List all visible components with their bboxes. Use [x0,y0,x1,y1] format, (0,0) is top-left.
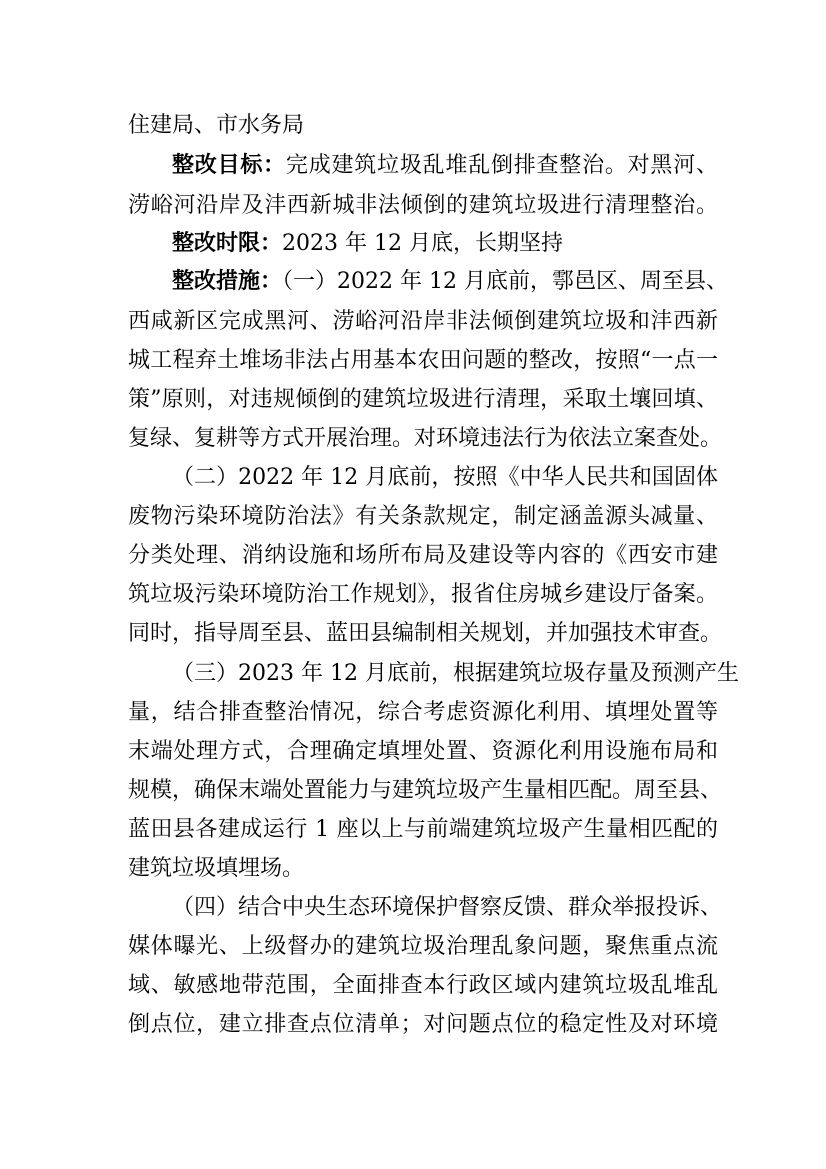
measures-p3-line-5: 蓝田县各建成运行 1 座以上与前端建筑垃圾产生量相匹配的 [128,817,718,842]
measures-p2-line-1: （二）2022 年 12 月底前，按照《中华人民共和国固体 [172,465,718,490]
measures-p3-line-6: 建筑垃圾填埋场。 [128,856,305,881]
measures-p2-line-3: 分类处理、消纳设施和场所布局及建设等内容的《西安市建 [128,543,718,568]
measures-p4-line-1: （四）结合中央生态环境保护督察反馈、群众举报投诉、 [172,895,723,920]
deadline-label: 整改时限： [172,231,283,256]
intro-line: 住建局、市水务局 [128,113,305,138]
goal-text-1: 完成建筑垃圾乱堆乱倒排查整治。对黑河、 [285,153,718,178]
measures-p1-line-4: 策”原则，对违规倾倒的建筑垃圾进行清理，采取土壤回填、 [128,387,718,412]
measures-p1-text-1: （一）2022 年 12 月底前，鄠邑区、周至县、 [282,269,728,294]
goal-line-2: 涝峪河沿岸及沣西新城非法倾倒的建筑垃圾进行清理整治。 [128,193,718,218]
measures-p4-line-4: 倒点位，建立排查点位清单；对问题点位的稳定性及对环境 [128,1012,718,1037]
measures-p3-line-1: （三）2023 年 12 月底前，根据建筑垃圾存量及预测产生 [172,661,739,686]
measures-p2-line-2: 废物污染环境防治法》有关条款规定，制定涵盖源头减量、 [128,504,718,529]
measures-p1-line-3: 城工程弃土堆场非法占用基本农田问题的整改，按照“一点一 [128,348,718,373]
measures-p4-line-2: 媒体曝光、上级督办的建筑垃圾治理乱象问题，聚焦重点流 [128,934,718,959]
deadline-line [172,228,718,260]
deadline-text: 2023 年 12 月底，长期坚持 [282,231,563,256]
measures-line-1 [172,266,728,298]
measures-p1-line-2: 西咸新区完成黑河、涝峪河沿岸非法倾倒建筑垃圾和沣西新 [128,309,718,334]
measures-p3-line-2: 量，结合排查整治情况，综合考虑资源化利用、填埋处置等 [128,700,718,725]
goal-line-1 [172,150,718,182]
measures-label: 整改措施： [172,269,283,294]
measures-p2-line-5: 同时，指导周至县、蓝田县编制相关规划，并加强技术审查。 [128,621,723,646]
goal-label: 整改目标： [172,153,286,178]
measures-p1-line-5: 复绿、复耕等方式开展治理。对环境违法行为依法立案查处。 [128,426,723,451]
measures-p3-line-4: 规模，确保末端处置能力与建筑垃圾产生量相匹配。周至县、 [128,778,723,803]
measures-p2-line-4: 筑垃圾污染环境防治工作规划》，报省住房城乡建设厅备案。 [128,582,718,607]
measures-p3-line-3: 末端处理方式，合理确定填埋处置、资源化利用设施布局和 [128,739,718,764]
measures-p4-line-3: 域、敏感地带范围，全面排查本行政区域内建筑垃圾乱堆乱 [128,973,718,998]
